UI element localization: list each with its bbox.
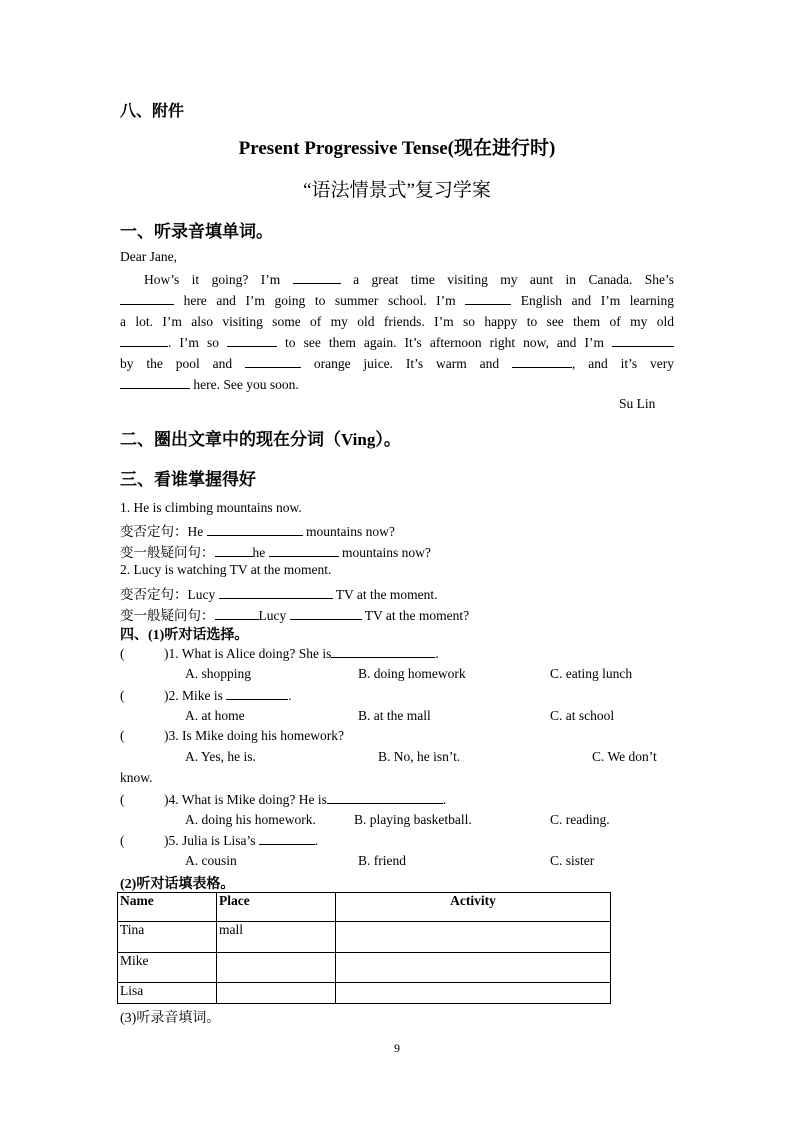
answer-paren[interactable]: ( [120,688,125,703]
fill-blank[interactable] [226,687,288,700]
letter-line-6: here. See you soon. [120,374,674,395]
option-b: B. at the mall [358,708,431,723]
fill-blank[interactable] [465,292,511,305]
part4-heading: 四、(1)听对话选择。 [120,628,249,643]
choice-item-2: ( )2. Mike is . [120,688,292,703]
fill-blank[interactable] [290,607,362,620]
letter-line-2: here and I’m going to summer school. I’m English and I’m learning [120,290,674,311]
option-c: C. reading. [550,812,610,827]
header-name: Name [118,893,217,922]
q2-question: 变一般疑问句： Lucy TV at the moment? [120,608,470,623]
option-b: B. doing homework [358,666,466,681]
option-a: A. Yes, he is. [185,749,256,764]
part1-heading: 一、听录音填单词。 [120,222,273,241]
letter-line-4: . I’m so to see them again. It’s afternoon right now, and I’m [120,332,674,353]
fill-blank[interactable] [227,334,277,347]
fill-blank[interactable] [293,271,341,284]
fill-blank[interactable] [245,355,301,368]
answer-paren[interactable]: ( [120,646,125,661]
table-row: Tina mall [118,922,611,953]
choice-item-4: ( )4. What is Mike doing? He is . [120,792,447,807]
letter-line-3: a lot. I’m also visiting some of my old friends. I’m so happy to see them of my old [120,314,674,329]
table-row: Mike [118,953,611,983]
part2-heading: 二、圈出文章中的现在分词（Ving）。 [120,430,401,449]
answer-paren[interactable]: ( [120,728,125,743]
table-header-row [118,893,611,922]
q1-negative: 变否定句：He mountains now? [120,524,395,539]
section-title: 八、附件 [120,103,185,120]
fill-blank[interactable] [120,292,174,305]
letter-line-1: How’s it going? I’m a great time visiting my aunt in Canada. She’s [144,272,675,287]
answer-paren[interactable]: ( [120,792,125,807]
doc-subtitle: “语法情景式”复习学案 [303,180,491,201]
q1-sentence: 1. He is climbing mountains now. [120,500,302,515]
fill-blank[interactable] [215,607,259,620]
option-c: C. at school [550,708,615,723]
fill-blank[interactable] [512,355,572,368]
answer-paren[interactable]: ( [120,833,125,848]
activity-table [117,892,611,1004]
part4-3-heading: (3)听录音填词。 [120,1011,221,1026]
fill-blank[interactable] [207,523,303,536]
fill-blank[interactable] [120,376,190,389]
option-c-wrap: know. [120,770,153,785]
option-c: C. sister [550,853,595,868]
fill-blank[interactable] [219,586,333,599]
fill-blank[interactable] [259,832,315,845]
header-place: Place [217,893,336,922]
letter-salutation: Dear Jane, [120,249,177,264]
fill-blank[interactable] [269,544,339,557]
fill-blank[interactable] [331,645,435,658]
choice-item-5: ( )5. Julia is Lisa’s . [120,833,319,848]
q2-negative: 变否定句：Lucy TV at the moment. [120,587,438,602]
header-activity: Activity [336,893,611,922]
option-b: B. No, he isn’t. [378,749,461,764]
choice-item-3: ( )3. Is Mike doing his homework? [120,728,344,743]
option-c: C. eating lunch [550,666,633,681]
fill-blank[interactable] [327,791,443,804]
part3-heading: 三、看谁掌握得好 [120,470,256,489]
option-a: A. cousin [185,853,237,868]
option-a: A. at home [185,708,245,723]
option-b: B. friend [358,853,406,868]
letter-signature: Su Lin [619,396,656,411]
table-row: Lisa [118,983,611,1004]
fill-blank[interactable] [120,334,168,347]
option-b: B. playing basketball. [354,812,472,827]
fill-blank[interactable] [612,334,674,347]
letter-line-5: by the pool and orange juice. It’s warm and , and it’s very [120,356,674,371]
table-heading: (2)听对话填表格。 [120,877,235,892]
q2-sentence: 2. Lucy is watching TV at the moment. [120,562,332,577]
letter-body [120,269,674,395]
option-a: A. doing his homework. [185,812,316,827]
q1-question: 变一般疑问句： he mountains now? [120,545,431,560]
page-number: 9 [394,1041,400,1055]
choice-item-1: ( )1. What is Alice doing? She is . [120,646,439,661]
option-c: C. We don’t [592,749,657,764]
option-a: A. shopping [185,666,252,681]
fill-blank[interactable] [215,544,253,557]
doc-title: Present Progressive Tense(现在进行时) [238,138,556,159]
